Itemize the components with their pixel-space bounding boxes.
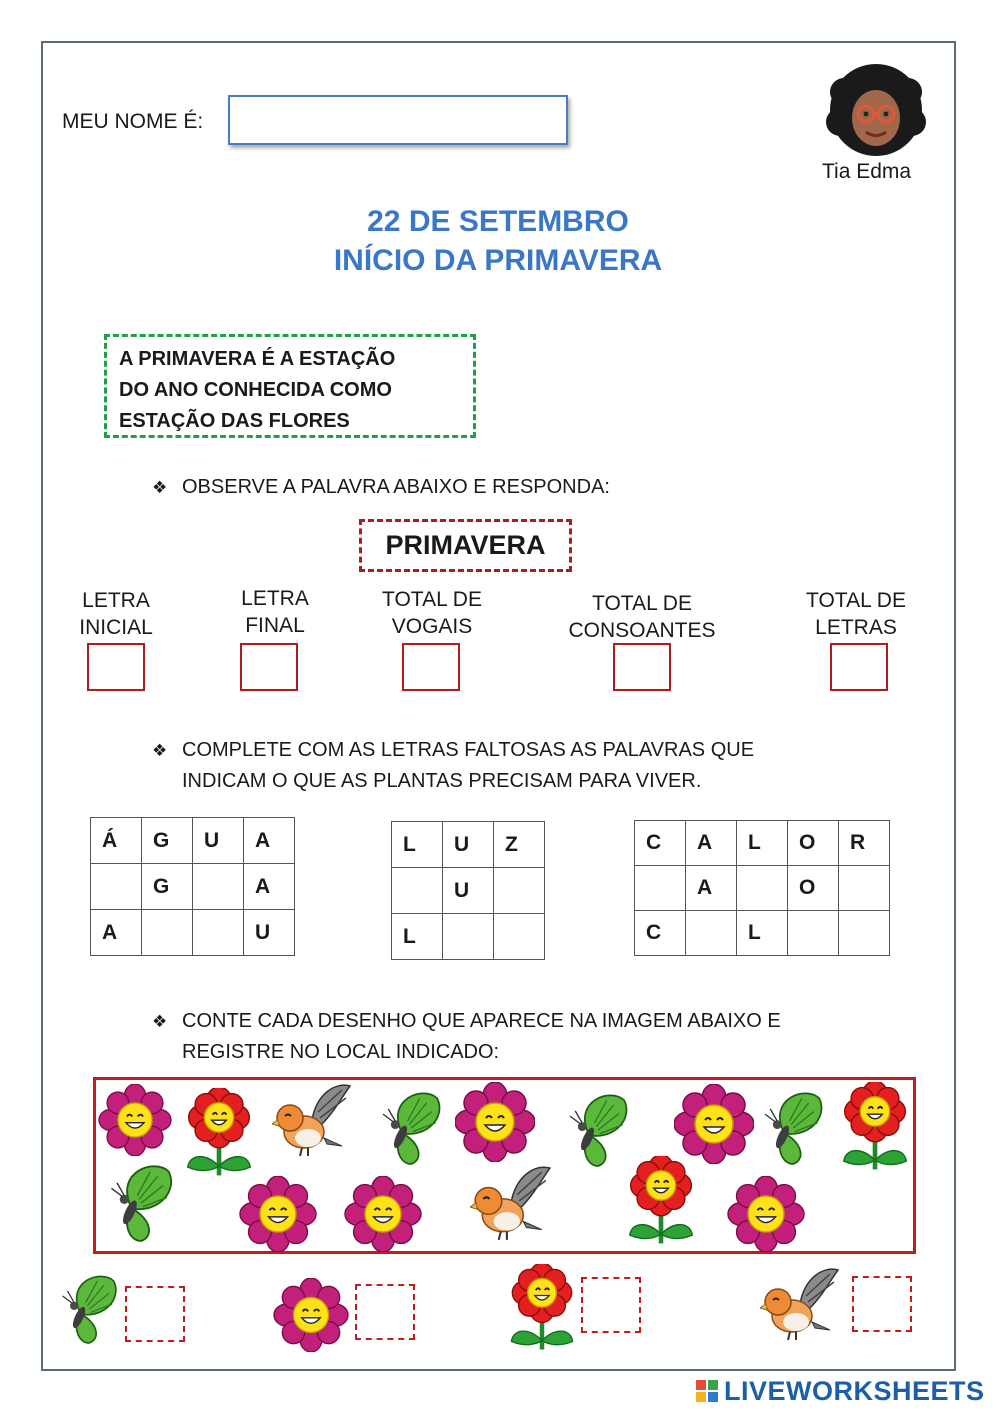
pink-flower-icon — [238, 1176, 318, 1252]
given-letter-value: U — [454, 832, 470, 856]
given-letter-cell — [635, 821, 686, 866]
word-grid-luz — [391, 821, 545, 960]
given-letter-cell — [392, 914, 443, 960]
blank-letter-cell[interactable] — [839, 866, 890, 911]
given-letter-cell — [839, 821, 890, 866]
grid-row — [635, 866, 890, 911]
given-letter-value: A — [102, 920, 118, 944]
name-label: MEU NOME É: — [62, 110, 204, 133]
given-letter-cell — [737, 821, 788, 866]
instruction-text: CONTE CADA DESENHO QUE APARECE NA IMAGEM ABAIXO E REGISTRE NO LOCAL INDICADO: — [182, 1010, 781, 1063]
blank-letter-cell[interactable] — [788, 911, 839, 956]
question-label-initial: LETRA INICIAL — [79, 589, 153, 639]
pink-flower-icon — [96, 1084, 174, 1156]
instruction-text: OBSERVE A PALAVRA ABAIXO E RESPONDA: — [182, 476, 610, 498]
pink-flower-icon — [674, 1084, 754, 1164]
given-letter-value: L — [403, 924, 416, 948]
given-letter-cell — [737, 911, 788, 956]
blank-letter-cell[interactable] — [635, 866, 686, 911]
answer-box-consonants[interactable] — [613, 643, 671, 691]
butterfly-icon — [56, 1268, 122, 1352]
name-input[interactable] — [228, 95, 568, 145]
grid-row — [91, 864, 295, 910]
author-caption: Tia Edma — [822, 160, 912, 183]
question-label-final: LETRA FINAL — [241, 587, 309, 637]
given-letter-value: A — [255, 828, 271, 852]
author-avatar — [822, 62, 930, 162]
given-letter-value: A — [697, 876, 713, 899]
given-letter-cell — [788, 866, 839, 911]
count-box-bird[interactable] — [852, 1276, 912, 1332]
given-letter-cell — [686, 866, 737, 911]
given-letter-cell — [635, 911, 686, 956]
given-letter-value: O — [799, 876, 816, 899]
pink-flower-icon — [455, 1082, 535, 1162]
logo-text: LIVEWORKSHEETS — [724, 1376, 985, 1406]
given-letter-value: C — [646, 921, 662, 944]
info-box — [104, 334, 476, 438]
page-title-subject: INÍCIO DA PRIMAVERA — [333, 244, 663, 277]
given-letter-value: C — [646, 831, 662, 854]
given-letter-cell — [193, 818, 244, 864]
info-line: A PRIMAVERA É A ESTAÇÃO — [119, 348, 396, 370]
blank-letter-cell[interactable] — [91, 864, 142, 910]
given-letter-value: G — [153, 874, 170, 898]
blank-letter-cell[interactable] — [686, 911, 737, 956]
pink-flower-icon — [726, 1176, 806, 1252]
blank-letter-cell[interactable] — [142, 910, 193, 956]
red-flower-icon — [624, 1156, 698, 1248]
red-flower-icon — [506, 1264, 578, 1354]
given-letter-value: R — [850, 831, 866, 854]
given-letter-value: Z — [505, 832, 518, 856]
bird-icon — [760, 1266, 840, 1346]
info-line: ESTAÇÃO DAS FLORES — [119, 410, 350, 432]
red-flower-icon — [182, 1088, 256, 1180]
given-letter-value: G — [153, 828, 170, 852]
grid-row — [91, 818, 295, 864]
answer-box-letters[interactable] — [830, 643, 888, 691]
bird-icon — [272, 1082, 352, 1162]
given-letter-value: A — [255, 874, 271, 898]
blank-letter-cell[interactable] — [737, 866, 788, 911]
blank-letter-cell[interactable] — [193, 910, 244, 956]
given-letter-cell — [244, 864, 295, 910]
given-letter-value: L — [748, 831, 761, 854]
given-letter-cell — [392, 822, 443, 868]
question-label-letters: TOTAL DE LETRAS — [806, 589, 906, 639]
avatar-icon — [822, 62, 930, 162]
given-letter-value: U — [454, 878, 470, 902]
grid-row — [635, 911, 890, 956]
red-flower-icon — [838, 1082, 912, 1174]
given-letter-value: L — [403, 832, 416, 856]
count-box-pink-flower[interactable] — [355, 1284, 415, 1340]
given-letter-value: Á — [102, 828, 118, 852]
instruction-text: COMPLETE COM AS LETRAS FALTOSAS AS PALAVRAS QUE INDICAM O QUE AS PLANTAS PRECISAM PARA VIVER. — [182, 739, 755, 792]
answer-box-final-letter[interactable] — [240, 643, 298, 691]
blank-letter-cell[interactable] — [494, 868, 545, 914]
given-letter-cell — [91, 910, 142, 956]
given-letter-value: O — [799, 831, 816, 854]
question-label-consonants: TOTAL DE CONSOANTES — [568, 592, 716, 642]
pink-flower-icon — [272, 1278, 350, 1352]
logo-badge-icon — [696, 1380, 718, 1402]
given-letter-value: L — [748, 921, 761, 944]
given-letter-cell — [142, 818, 193, 864]
given-letter-cell — [443, 822, 494, 868]
liveworksheets-logo[interactable] — [696, 1376, 985, 1407]
given-letter-cell — [443, 868, 494, 914]
butterfly-icon — [376, 1084, 446, 1174]
given-letter-cell — [91, 818, 142, 864]
answer-box-initial-letter[interactable] — [87, 643, 145, 691]
given-letter-cell — [142, 864, 193, 910]
given-letter-value: U — [204, 828, 220, 852]
given-letter-cell — [244, 818, 295, 864]
question-label-vowels: TOTAL DE VOGAIS — [382, 588, 482, 638]
target-word: PRIMAVERA — [359, 519, 572, 572]
bullet-icon: ❖ — [152, 741, 168, 760]
bullet-icon: ❖ — [152, 1012, 168, 1031]
pink-flower-icon — [343, 1176, 423, 1252]
blank-letter-cell[interactable] — [443, 914, 494, 960]
given-letter-cell — [686, 821, 737, 866]
word-grid-agua — [90, 817, 295, 956]
word-grid-calor — [634, 820, 890, 956]
grid-row — [91, 910, 295, 956]
answer-box-vowels[interactable] — [402, 643, 460, 691]
page-title-date: 22 DE SETEMBRO — [367, 205, 629, 238]
butterfly-icon — [758, 1084, 828, 1174]
butterfly-icon — [563, 1086, 633, 1176]
given-letter-cell — [788, 821, 839, 866]
grid-row — [392, 822, 545, 868]
bullet-icon: ❖ — [152, 478, 168, 497]
grid-row — [392, 914, 545, 960]
given-letter-cell — [494, 822, 545, 868]
given-letter-cell — [244, 910, 295, 956]
count-box-red-flower[interactable] — [581, 1277, 641, 1333]
given-letter-value: A — [697, 831, 713, 854]
blank-letter-cell[interactable] — [392, 868, 443, 914]
butterfly-icon — [104, 1158, 178, 1250]
count-box-butterfly[interactable] — [125, 1286, 185, 1342]
blank-letter-cell[interactable] — [494, 914, 545, 960]
grid-row — [635, 821, 890, 866]
given-letter-value: U — [255, 920, 271, 944]
blank-letter-cell[interactable] — [839, 911, 890, 956]
bird-icon — [470, 1164, 552, 1246]
blank-letter-cell[interactable] — [193, 864, 244, 910]
info-line: DO ANO CONHECIDA COMO — [119, 379, 392, 401]
grid-row — [392, 868, 545, 914]
